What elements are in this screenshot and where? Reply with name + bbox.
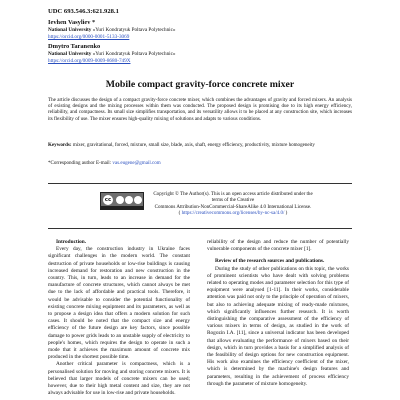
author-affiliation-1 (48, 27, 176, 33)
license-line-2: Commons Attribution-NonCommercial-ShareAlike 4.0 International License. (154, 203, 312, 210)
paper-title: Mobile compact gravity-force concrete mixer (105, 79, 295, 90)
license-paren-close: ) (284, 209, 288, 216)
license-notice (148, 191, 318, 216)
license-url-link[interactable]: https://creativecommons.org/licenses/by-nc-sa/4.0/ (181, 209, 285, 216)
license-paren-open: ( (178, 209, 182, 216)
abstract-text: The article discusses the design of a compact gravity-force concrete mixer, which combines the advantages of gravity and forced mixers. An analysis of existing designs and the mixing processes within them was conducted. The proposed design is promising due to its high energy efficiency, reliability, and compactness. Its small size simplifies transportation, and its versatility allows it to be placed at any construction site, which increases its flexibility of use. The mixer ensures high-quality mixing of solutions and adapts to various conditions. (48, 97, 352, 122)
author-orcid-link-1[interactable]: https://orcid.org/0000-0001-5133-3069 (48, 34, 130, 40)
cc-by-nc-sa-badge-icon (100, 192, 144, 210)
column-left (48, 239, 190, 397)
attribution-icon (116, 196, 124, 204)
divider-bottom (48, 228, 352, 229)
review-paragraph-1: During the study of other publications on this topic, the works of prominent scientists who have dealt with solving problems related to operating modes and parameter selection for this type of equipment were analysed [1-11]. In their works, considerable attention was paid not only to the principle of operation of mixers, but also to achieving adequate mixing of ready-made mixtures, which significantly influences further research. It is worth distinguishing the comparative assessment of the efficiency of various mixers in terms of design, as studied in the work of Rogozin I.A. [11], since a universal indicator has been developed that allows evaluating the performance of mixers based on their design, which in turn provides a basis for a simplified analysis of the feasibility of design options for new construction equipment. His work also examines the efficiency coefficient of the mixer, which is determined by the machine's design features and parameters, resulting in the achievement of process efficiency through the parameter of mixture homogeneity. (207, 265, 349, 387)
continued-paragraph: reliability of the design and reduce the number of potentially vulnerable components of the concrete mixer [1]. (207, 239, 349, 253)
keywords-text: mixer, gravitational, forced, mixture, small size, blade, axis, shaft, energy efficiency, productivity, mixture homogeneity (71, 142, 315, 148)
affiliation-name: «Yuri Kondratyuk Poltava Polytechnic» (91, 51, 176, 57)
affiliation-name: «Yuri Kondratyuk Poltava Polytechnic» (91, 27, 176, 33)
introduction-paragraph-1: Every day, the construction industry in Ukraine faces significant challenges in the modern world. The constant destruction of private households or low-rise buildings is causing increased demand for restoration and new construction in the country. This, in turn, leads to an increase in demand for the manufacture of concrete structures, which cannot always be met due to the lack of affordable and practical tools. Therefore, it would be advisable to consider the potential functionality of existing concrete mixing equipment and its parameters, as well as to propose a design idea that offers a modern solution for such cases. It should be noted that the compact size and energy efficiency of the future design are key factors, since possible damage to power grids leads to an unstable supply of electricity to people's homes, which requires the design to operate in such a mode that it achieves the maximum amount of concrete mix produced in the shortest possible time. (48, 246, 190, 361)
author-name-2: Dmytro Taranenko (48, 43, 101, 50)
affiliation-label: National University (48, 27, 92, 33)
divider-top (48, 183, 352, 184)
udc-code: UDC 693.546.3:621.928.1 (48, 8, 119, 15)
corresponding-email-link[interactable]: vas.eugene@gmail.com (112, 160, 161, 166)
license-line-3 (148, 210, 318, 216)
noncommercial-icon (125, 196, 133, 204)
license-line-1: Copyright © The Author(s). This is an open access article distributed under the terms of the Creative (153, 191, 313, 204)
corresponding-label: *Corresponding author E-mail: (48, 160, 113, 166)
introduction-paragraph-2: Another critical parameter is compactness, which is a personalised solution for moving and storing concrete mixers. It is believed that larger models of concrete mixers can be used; however, due to their high metal content and size, they are not always advisable for use in low-rise and private households. (48, 361, 190, 397)
author-affiliation-2 (48, 51, 176, 57)
author-name-1: Ievhen Vasyliev * (48, 19, 96, 26)
review-heading: Review of the research sources and publications. (215, 258, 325, 265)
column-right (207, 239, 349, 388)
sharealike-icon (134, 196, 142, 204)
keywords-line (48, 142, 352, 148)
cc-logo-icon: cc (104, 197, 112, 203)
affiliation-label: National University (48, 51, 92, 57)
corresponding-author (48, 160, 161, 166)
keywords-label: Keywords: (48, 142, 72, 148)
author-orcid-link-2[interactable]: https://orcid.org/0009-0009-8680-749X (48, 58, 131, 64)
introduction-heading: Introduction. (56, 239, 87, 245)
license-badge-strip (101, 206, 143, 209)
